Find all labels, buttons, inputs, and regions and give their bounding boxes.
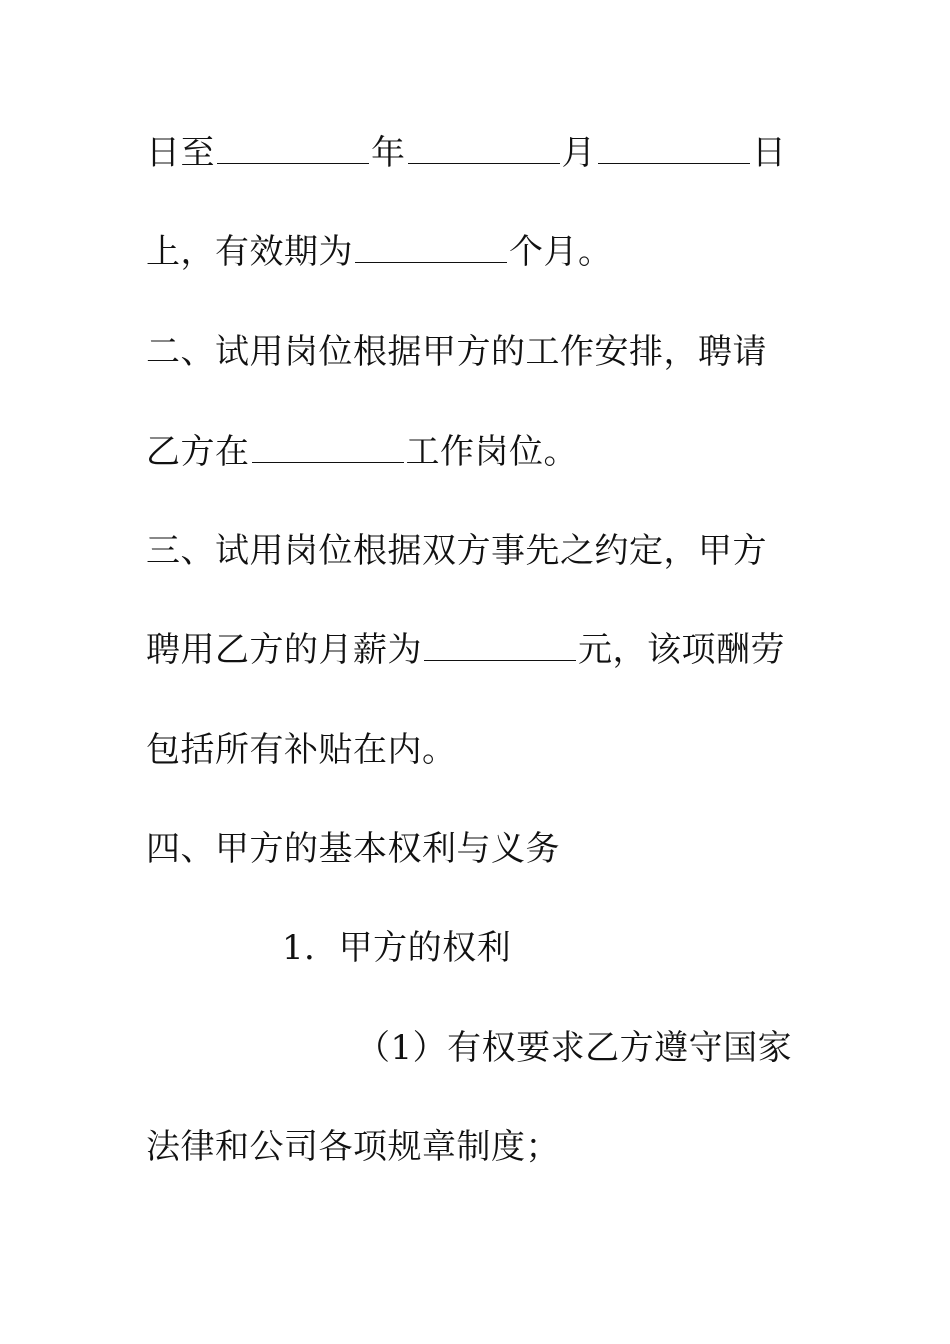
month-blank[interactable] [408, 133, 560, 164]
text-segment: 日至 [146, 133, 215, 173]
clause-four-heading: 四、甲方的基本权利与义务 [146, 829, 560, 869]
clause-two-line: 二、试用岗位根据甲方的工作安排，聘请 [146, 332, 767, 372]
text-segment: 年 [371, 133, 406, 173]
position-blank[interactable] [252, 432, 404, 463]
text-segment: 元，该项酬劳 [578, 630, 785, 670]
salary-blank[interactable] [424, 630, 576, 661]
text-segment: 个月。 [509, 232, 613, 272]
day-blank[interactable] [598, 133, 750, 164]
text-segment: 乙方在 [146, 432, 250, 472]
text-segment: 月 [561, 133, 596, 173]
text-segment: 上，有效期为 [146, 232, 353, 272]
months-blank[interactable] [355, 232, 507, 263]
allowance-line: 包括所有补贴在内。 [146, 730, 457, 770]
subsection-heading: 1．甲方的权利 [282, 928, 512, 968]
year-blank[interactable] [217, 133, 369, 164]
item-one-continuation: 法律和公司各项规章制度； [146, 1127, 560, 1167]
text-segment: 聘用乙方的月薪为 [146, 630, 422, 670]
clause-three-line: 三、试用岗位根据双方事先之约定，甲方 [146, 531, 767, 571]
item-one-line: （1）有权要求乙方遵守国家 [356, 1028, 793, 1068]
validity-period-line [146, 230, 613, 274]
salary-line [146, 628, 785, 672]
date-range-line [146, 131, 787, 175]
position-line [146, 430, 578, 474]
text-segment: 工作岗位。 [405, 432, 578, 472]
text-segment: 日 [752, 133, 787, 173]
